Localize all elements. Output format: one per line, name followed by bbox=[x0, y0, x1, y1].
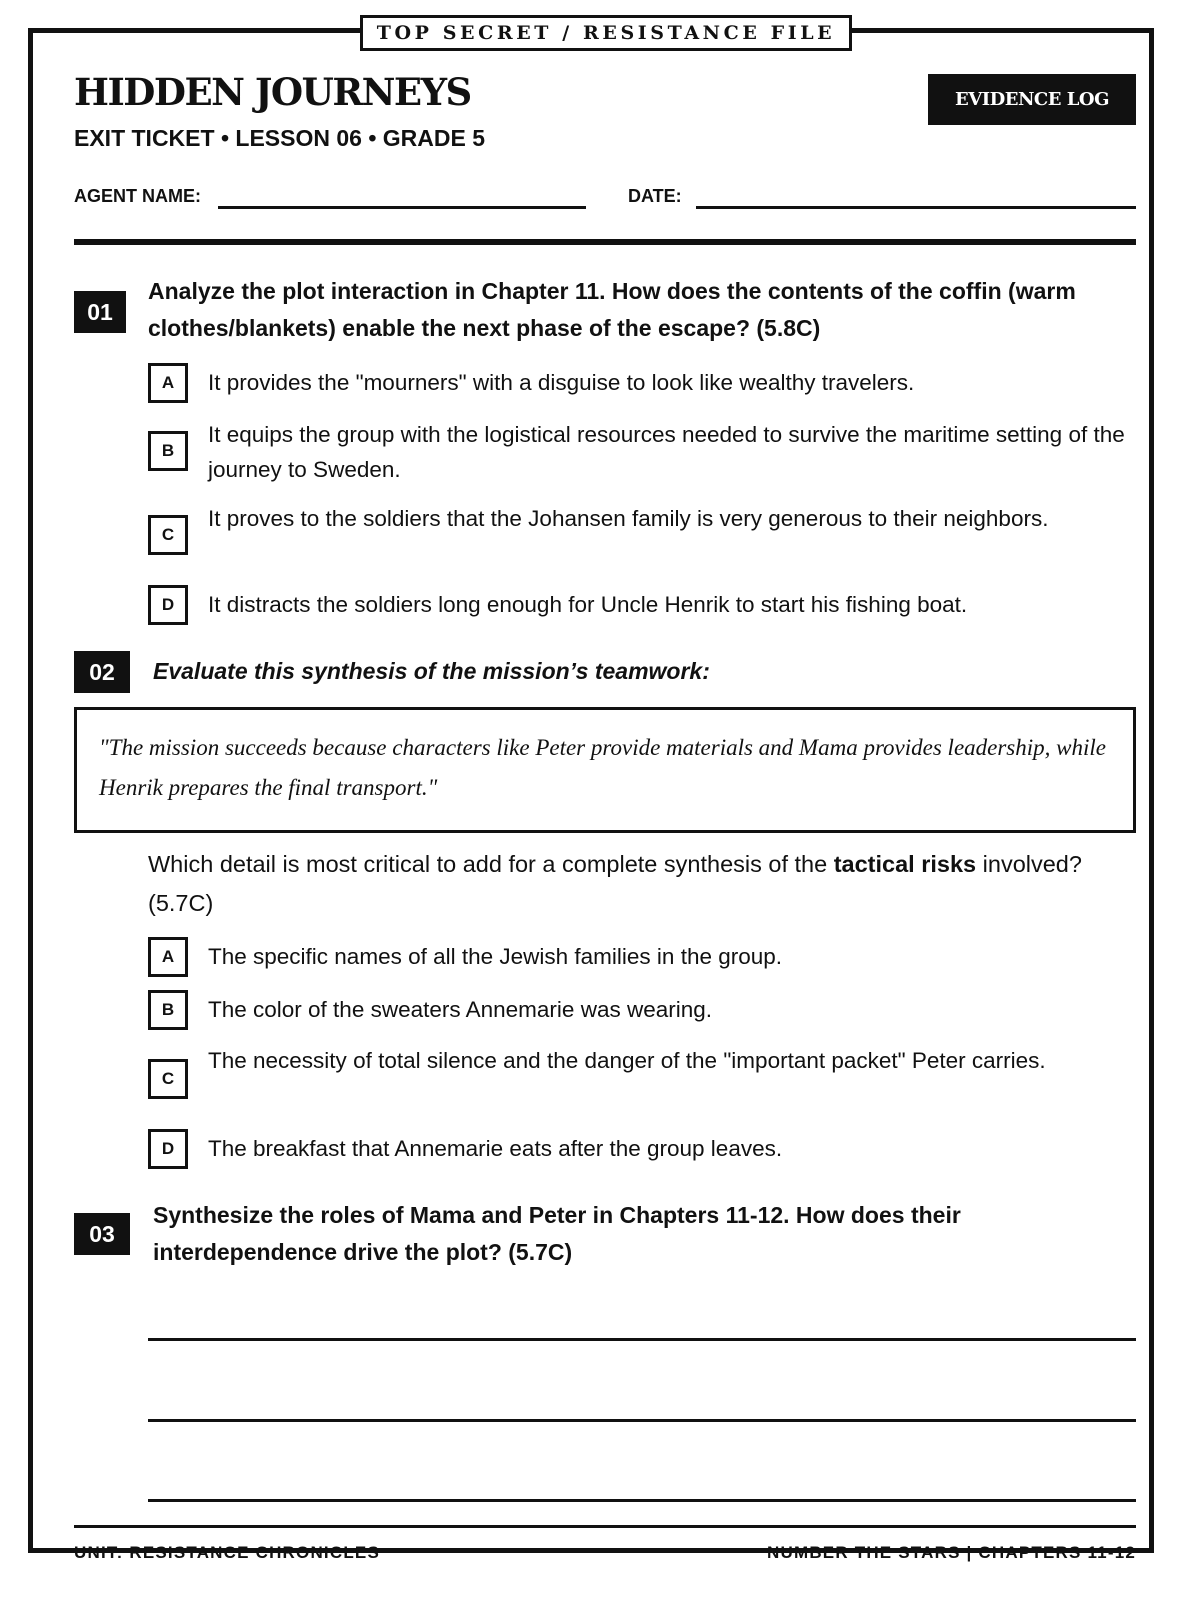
date-label: DATE: bbox=[628, 186, 682, 206]
question-2-number: 02 bbox=[74, 651, 130, 693]
q1-option-a-text: It provides the "mourners" with a disguise to look like wealthy travelers. bbox=[208, 370, 915, 395]
worksheet-title: HIDDEN JOURNEYS bbox=[74, 70, 471, 114]
question-2-heading: Evaluate this synthesis of the mission’s teamwork: bbox=[153, 658, 710, 684]
worksheet-subtitle: EXIT TICKET • LESSON 06 • GRADE 5 bbox=[74, 125, 486, 151]
q2-option-d-text: The breakfast that Annemarie eats after the group leaves. bbox=[208, 1136, 783, 1161]
date-field[interactable] bbox=[696, 206, 1136, 209]
question-2-prompt-emphasis: tactical risks bbox=[833, 851, 977, 877]
q1-option-a-box[interactable]: A bbox=[148, 363, 188, 403]
question-3-number: 03 bbox=[74, 1213, 130, 1255]
question-1-text: Analyze the plot interaction in Chapter 11. How does the contents of the coffin (warm clothes/blankets) enable the next phase of the escape? (5.8C) bbox=[148, 278, 1076, 341]
q2-option-c-text: The necessity of total silence and the danger of the "important packet" Peter carries. bbox=[208, 1048, 1046, 1073]
q1-option-b-box[interactable]: B bbox=[148, 431, 188, 471]
q2-option-a-box[interactable]: A bbox=[148, 937, 188, 977]
q1-option-d-box[interactable]: D bbox=[148, 585, 188, 625]
footer-unit: UNIT: RESISTANCE CHRONICLES bbox=[74, 1543, 380, 1562]
agent-name-field[interactable] bbox=[218, 206, 586, 209]
q2-option-a-text: The specific names of all the Jewish families in the group. bbox=[208, 944, 783, 969]
agent-name-label: AGENT NAME: bbox=[74, 186, 201, 206]
q1-option-c-box[interactable]: C bbox=[148, 515, 188, 555]
footer-divider bbox=[74, 1525, 1136, 1528]
q2-option-d-box[interactable]: D bbox=[148, 1129, 188, 1169]
header-divider bbox=[74, 239, 1136, 245]
synthesis-quote: "The mission succeeds because characters like Peter provide materials and Mama provides leadership, while Henrik prepares the final transport." bbox=[99, 735, 1106, 800]
footer-book: NUMBER THE STARS | CHAPTERS 11-12 bbox=[767, 1543, 1136, 1562]
answer-line-1[interactable] bbox=[148, 1338, 1136, 1341]
q1-option-d-text: It distracts the soldiers long enough for Uncle Henrik to start his fishing boat. bbox=[208, 592, 968, 617]
q1-option-c-text: It proves to the soldiers that the Johansen family is very generous to their neighbors. bbox=[208, 506, 1049, 531]
answer-line-3[interactable] bbox=[148, 1499, 1136, 1502]
question-2-prompt-start: Which detail is most critical to add for a complete synthesis of the bbox=[148, 851, 834, 877]
answer-line-2[interactable] bbox=[148, 1419, 1136, 1422]
question-1-number: 01 bbox=[74, 291, 126, 333]
classification-tab: TOP SECRET / RESISTANCE FILE bbox=[360, 15, 852, 51]
q2-option-b-text: The color of the sweaters Annemarie was wearing. bbox=[208, 997, 712, 1022]
q2-option-c-box[interactable]: C bbox=[148, 1059, 188, 1099]
question-3-text: Synthesize the roles of Mama and Peter in Chapters 11-12. How does their interdependence drive the plot? (5.7C) bbox=[153, 1202, 961, 1265]
q1-option-b-text: It equips the group with the logistical resources needed to survive the maritime setting of the journey to Sweden. bbox=[208, 422, 1125, 482]
question-2-prompt bbox=[148, 845, 1138, 923]
synthesis-quote-box bbox=[74, 707, 1136, 833]
evidence-log-badge: EVIDENCE LOG bbox=[928, 74, 1136, 125]
q2-option-b-box[interactable]: B bbox=[148, 990, 188, 1030]
question-2-prompt-end: involved? (5.7C) bbox=[148, 851, 1082, 916]
